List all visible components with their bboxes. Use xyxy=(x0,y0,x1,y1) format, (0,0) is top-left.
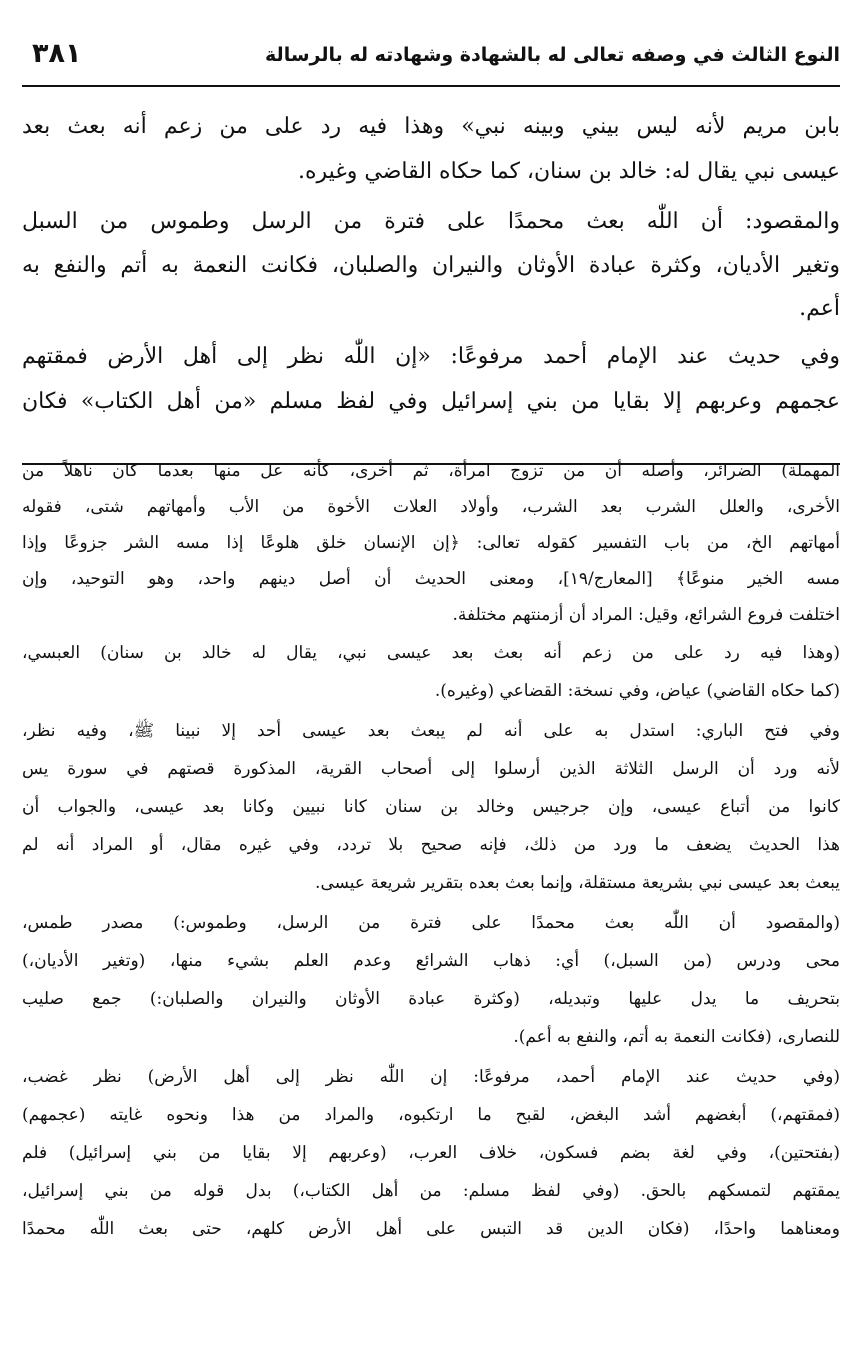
footnote-line: يمقتهم لتمسكهم بالحق. (وفي لفظ مسلم: من أهل الكتاب،) بدل قوله من بني إسرائيل، xyxy=(22,1181,840,1201)
main-line: وتغير الأديان، وكثرة عبادة الأوثان والنيران والصلبان، فكانت النعمة به أتم والنفع به xyxy=(22,253,840,278)
page-number: ٣٨١ xyxy=(32,38,82,69)
footnote-line: (والمقصود أن اللّٰه بعث محمدًا على فترة من الرسل، وطموس:) مصدر طمس، xyxy=(22,913,840,933)
footnote-line: (وهذا فيه رد على من زعم أنه بعث بعد عيسى نبي، يقال له خالد بن سنان) العبسي، xyxy=(22,643,840,663)
main-line: والمقصود: أن اللّٰه بعث محمدًا على فترة من الرسل وطموس من السبل xyxy=(22,209,840,234)
main-line: وفي حديث عند الإمام أحمد مرفوعًا: «إن اللّٰه نظر إلى أهل الأرض فمقتهم xyxy=(22,344,840,369)
footnote-line: مسه الخير منوعًا﴾ [المعارج/١٩]، ومعنى الحديث أن أصل دينهم واحد، وهو التوحيد، وإن xyxy=(22,569,840,589)
footnote-line: الأخرى، والعلل الشرب بعد الشرب، وأولاد العلات الأخوة من الأب وأمهاتهم شتى، فقوله xyxy=(22,497,840,517)
footnote-line: بتحريف ما يدل عليها وتبديله، (وكثرة عبادة الأوثان والنيران والصلبان:) جمع صليب xyxy=(22,989,840,1009)
footnote-line: أمهاتهم الخ، من باب التفسير كقوله تعالى: ﴿إن الإنسان خلق هلوعًا إذا مسه الشر جزوعًا وإذا xyxy=(22,533,840,553)
header-rule xyxy=(22,85,840,87)
footnote-line: محى ودرس (من السبل،) أي: ذهاب الشرائع وعدم العلم بشيء منها، (وتغير الأديان،) xyxy=(22,951,840,971)
footnote-line: ومعناهما واحدًا، (فكان الدين قد التبس على أهل الأرض كلهم، حتى بعث اللّٰه محمدًا xyxy=(22,1219,840,1239)
main-line: أعم. xyxy=(799,296,840,321)
document-page xyxy=(22,28,840,1338)
running-header xyxy=(22,38,840,78)
footnote-line: (بفتحتين)، وفي لغة بضم فسكون، خلاف العرب، (وعربهم إلا بقايا من بني إسرائيل) فلم xyxy=(22,1143,840,1163)
footnote-line: وفي فتح الباري: استدل به على أنه لم يبعث بعد عيسى أحد إلا نبينا ﷺ، وفيه نظر، xyxy=(22,721,840,741)
footnote-line: يبعث بعد عيسى نبي بشريعة مستقلة، وإنما بعث بعده بتقرير شريعة عيسى. xyxy=(315,873,840,893)
main-line: عجمهم وعربهم إلا بقايا من بني إسرائيل وفي لفظ مسلم «من أهل الكتاب» فكان xyxy=(22,389,840,414)
main-line: بابن مريم لأنه ليس بيني وبينه نبي» وهذا فيه رد على من زعم أنه بعث بعد xyxy=(22,114,840,139)
footnote-line: (فمقتهم،) أبغضهم أشد البغض، لقبح ما ارتكبوه، والمراد من هذا ونحوه غايته (عجمهم) xyxy=(22,1105,840,1125)
main-line: عيسى نبي يقال له: خالد بن سنان، كما حكاه القاضي وغيره. xyxy=(297,159,840,184)
footnote-line: (وفي حديث عند الإمام أحمد، مرفوعًا: إن اللّٰه نظر إلى أهل الأرض) نظر غضب، xyxy=(22,1067,840,1087)
footnote-line: للنصارى، (فكانت النعمة به أتم، والنفع به أعم). xyxy=(513,1027,840,1047)
footnote-line: المهملة) الضرائر، وأصله أن من تزوج امرأة، ثم أخرى، كأنه عل منها بعدما كان ناهلاً من xyxy=(22,461,840,481)
header-title: النوع الثالث في وصفه تعالى له بالشهادة وشهادته له بالرسالة xyxy=(265,44,840,66)
footnote-line: لأنه ورد أن الرسل الثلاثة الذين أرسلوا إلى أصحاب القرية، المذكورة قصتهم في سورة يس xyxy=(22,759,840,779)
footnote-line: كانوا من أتباع عيسى، وإن جرجيس وخالد بن سنان كانا نبيين وكانا بعد عيسى، والجواب أن xyxy=(22,797,840,817)
footnote-line: اختلفت فروع الشرائع، وقيل: المراد أن أزمنتهم مختلفة. xyxy=(452,605,840,625)
footnote-line: هذا الحديث يضعف ما ورد من ذلك، فإنه صحيح بلا تردد، وفي غيره مقال، أو المراد أنه لم xyxy=(22,835,840,855)
footnote-line: (كما حكاه القاضي) عياض، وفي نسخة: القضاعي (وغيره). xyxy=(434,681,840,701)
